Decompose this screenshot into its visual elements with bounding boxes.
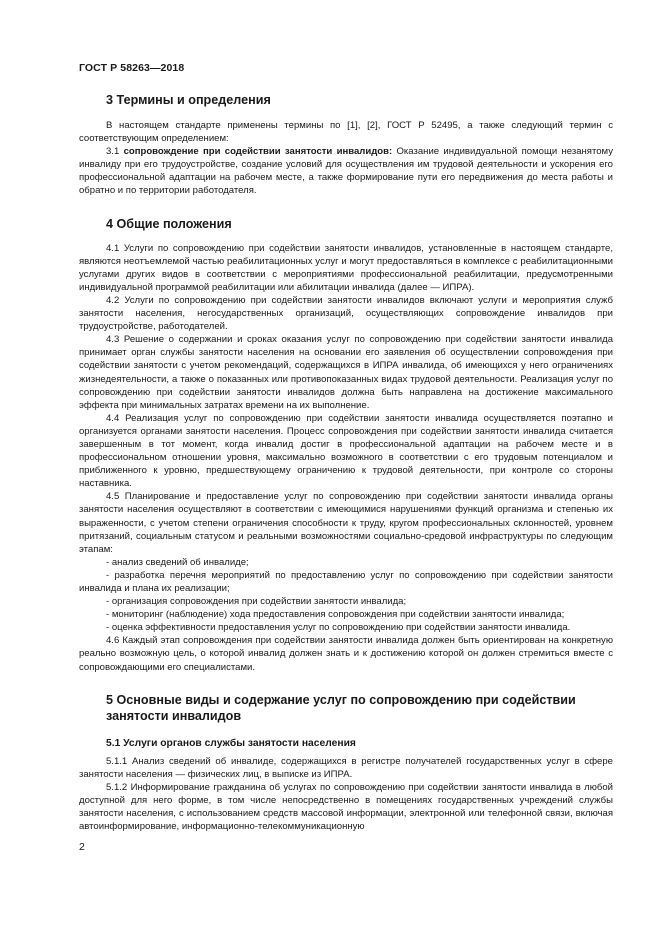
section-5-heading: 5 Основные виды и содержание услуг по сопровождению при содействии занятости инвалидов: [106, 692, 576, 723]
list-item-stage-5: - оценка эффективности предоставления услуг по сопровождению при содействии занятости инвалида.: [106, 622, 571, 634]
term-text: Оказание индивидуальной помощи незанятому инвалиду при его трудоустройстве, создание условий для осуществления им трудовой деятельности и ускорения его профессиональной адаптации на рабочем месте, а также формирование пути его передвижения до места работы и обратно и по территории работодателя.: [79, 146, 613, 197]
list-item-stage-2: - разработка перечня мероприятий по предоставлению услуг по сопровождению при содействии занятости инвалида и плана их реализации;: [79, 569, 613, 594]
subsection-5-1-heading: 5.1 Услуги органов службы занятости населения: [106, 737, 356, 749]
list-item-stage-1: - анализ сведений об инвалиде;: [106, 556, 249, 568]
page-number: 2: [79, 841, 85, 853]
term-name: сопровождение при содействии занятости инвалидов:: [123, 146, 393, 158]
section-3-heading: 3 Термины и определения: [106, 93, 271, 107]
list-item-stage-4: - мониторинг (наблюдение) хода предоставления сопровождения при содействии занятости инвалида;: [106, 609, 565, 621]
list-item-stage-3: - организация сопровождения при содействии занятости инвалида;: [106, 596, 407, 608]
paragraph-4-2: 4.2 Услуги по сопровождению при содействии занятости инвалидов включают услуги и мероприятия служб занятости населения, негосударственных организаций, осуществляющих сопровождение инвалидов при трудоустройстве, работодателей.: [79, 294, 613, 333]
term-definition: [79, 145, 613, 197]
paragraph-4-3: 4.3 Решение о содержании и сроках оказания услуг по сопровождению при содействии занятости инвалида принимает орган службы занятости населения на основании его заявления об осуществлении сопровождения при содействии занятости с учетом рекомендаций, содержащихся в ИПРА инвалида, об имеющихся у него ограничениях жизнедеятельности, а также о показанных или противопоказанных видах трудовой деятельности. Реализация услуг по сопровождению при содействии занятости инвалидов должна быть направлена на достижение максимального эффекта при минимальных затратах времени на их выполнение.: [79, 334, 613, 411]
paragraph-5-1-2: 5.1.2 Информирование гражданина об услугах по сопровождению при содействии занятости инвалида в любой доступной для него форме, в том числе непосредственно в помещениях государственных учреждений службы занятости населения, с использованием средств массовой информации, электронной или телефонной связи, включая автоинформирование, информационно-телекоммуникационную: [79, 781, 613, 833]
page-content: [79, 92, 613, 833]
running-header: ГОСТ Р 58263—2018: [79, 62, 185, 74]
term-number: 3.1: [106, 146, 120, 158]
paragraph-5-1-1: 5.1.1 Анализ сведений об инвалиде, содержащихся в регистре получателей государственных услуг в сфере занятости населения — физических лиц, в выписке из ИПРА.: [79, 755, 613, 780]
paragraph-4-4: 4.4 Реализация услуг по сопровождению при содействии занятости инвалида осуществляется поэтапно и организуется органами занятости населения. Процесс сопровождения при содействии занятости инвалида считается завершенным в тот момент, когда инвалид достиг в профессиональной адаптации на рабочем месте и в профессиональном отношении уровня, максимально возможного в соответствии с его трудовым потенциалом и приближенного к уровню, предшествующему ограничению к трудовой деятельности, при контроле со стороны наставника.: [79, 412, 613, 490]
section-3-intro: В настоящем стандарте применены термины по [1], [2], ГОСТ Р 52495, а также следующий термин с соответствующим определением:: [79, 120, 613, 145]
paragraph-4-1: 4.1 Услуги по сопровождению при содействии занятости инвалидов, установленные в настоящем стандарте, являются неотъемлемой частью реабилитационных услуг и могут предоставляться в комплексе с реабилитационными услугами других видов в соответствии с мероприятиями профессиональной реабилитации, предусмотренными индивидуальной программой реабилитации или абилитации инвалида (далее — ИПРА).: [79, 242, 613, 293]
section-4-heading: 4 Общие положения: [106, 216, 232, 231]
paragraph-4-5: 4.5 Планирование и предоставление услуг по сопровождению при содействии занятости инвалида органы занятости населения осуществляют в соответствии с имеющимися нарушениями функций организма и степенью их выраженности, с учетом степени ограничения способности к труду, кругом профессиональных склонностей, уровнем притязаний, социальным статусом и реальными возможностями социально-средовой инфраструктуры по следующим этапам:: [79, 491, 613, 555]
paragraph-4-6: 4.6 Каждый этап сопровождения при содействии занятости инвалида должен быть ориентирован на конкретную реально возможную цель, о которой инвалид должен знать и к достижению которой он должен стремиться вместе с сопровождающими его специалистами.: [79, 635, 613, 673]
